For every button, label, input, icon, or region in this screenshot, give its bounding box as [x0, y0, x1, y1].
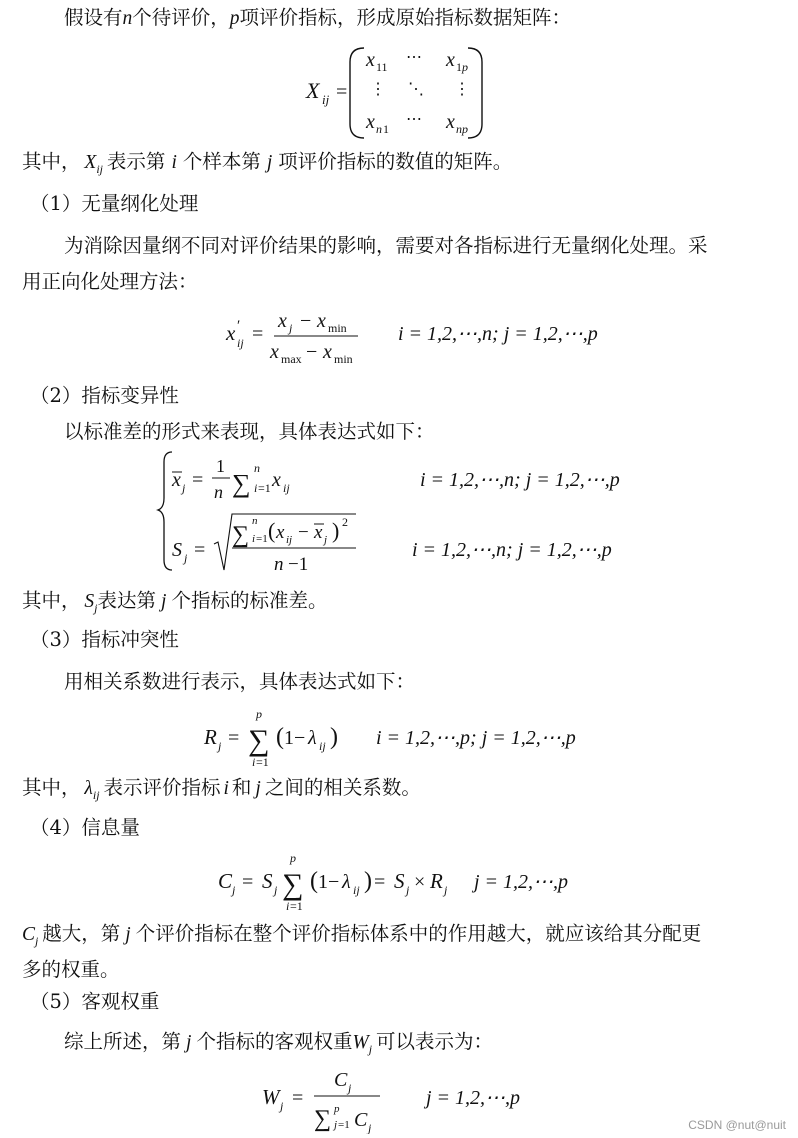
svg-text:1: 1 — [216, 456, 225, 476]
svg-text:j: j — [182, 481, 186, 495]
svg-text:∑: ∑ — [232, 522, 250, 548]
svg-text:j: j — [289, 321, 293, 335]
section-1-para-1: 为消除因量纲不同对评价结果的影响，需要对各指标进行无量纲化处理。采 — [64, 234, 708, 257]
svg-text:(: ( — [310, 868, 318, 894]
svg-text:): ) — [330, 724, 338, 750]
sym-cj: $C_j$ — [22, 924, 39, 948]
svg-text:min: min — [328, 321, 347, 335]
section-1-title: （1）无量纲化处理 — [30, 192, 199, 215]
svg-text:X: X — [306, 78, 320, 103]
svg-text:j: j — [368, 1121, 372, 1134]
svg-text:′: ′ — [237, 318, 241, 334]
svg-text:x: x — [272, 469, 281, 491]
svg-text:R: R — [430, 869, 443, 893]
svg-text:⋱: ⋱ — [408, 81, 424, 98]
svg-text:=: = — [194, 539, 206, 561]
svg-text:ij: ij — [286, 534, 293, 546]
svg-text:C: C — [354, 1109, 368, 1131]
svg-text:j: j — [232, 883, 236, 897]
weight-condition: j = 1,2,⋯,p — [426, 1087, 521, 1109]
section-3-title: （3）指标冲突性 — [30, 628, 179, 651]
sym-xij: $X_{ij}$ — [80, 152, 104, 176]
svg-text:∑: ∑ — [282, 868, 304, 901]
svg-text:i: i — [252, 755, 256, 769]
section-4-para-2: 多的权重。 — [22, 958, 120, 981]
var-j-5: j — [186, 1032, 192, 1053]
svg-text:n: n — [274, 554, 284, 575]
normalization-condition: i = 1,2,⋯,n; j = 1,2,⋯,p — [398, 323, 598, 345]
matrix-equation — [296, 40, 496, 144]
svg-text:x: x — [314, 522, 323, 543]
svg-text:x: x — [446, 49, 455, 71]
section-3-para-1: 用相关系数进行表示，具体表达式如下： — [64, 670, 416, 693]
section-5-para-1 — [64, 1028, 493, 1063]
svg-text:⋮: ⋮ — [370, 81, 386, 98]
var-j-2: j — [161, 591, 167, 612]
sym-lambda-ij: $\lambda_{ij}$ — [80, 778, 100, 802]
svg-text:=: = — [228, 727, 240, 749]
where-l-text-2: 表示评价指标 — [103, 776, 221, 799]
svg-text:j: j — [184, 551, 188, 565]
svg-text:x: x — [317, 310, 326, 332]
svg-text:max: max — [281, 352, 302, 366]
svg-text:⋮: ⋮ — [454, 81, 470, 98]
svg-text:ij: ij — [322, 92, 330, 107]
watermark: CSDN @nut@nuit — [688, 1118, 786, 1132]
svg-text:min: min — [334, 352, 353, 366]
where-lambda-line — [22, 774, 421, 809]
svg-text:n: n — [252, 515, 258, 527]
svg-text:x: x — [323, 341, 332, 363]
section-4-para-1 — [22, 920, 701, 955]
svg-text:11: 11 — [376, 60, 388, 74]
svg-text:R: R — [204, 725, 217, 749]
svg-text:x: x — [278, 310, 287, 332]
intro-text-1: 假设有 — [64, 6, 123, 29]
svg-text:j: j — [280, 1099, 284, 1113]
svg-text:j: j — [348, 1081, 352, 1095]
intro-line — [64, 4, 571, 33]
var-j: j — [266, 152, 273, 173]
conflict-formula — [196, 700, 616, 772]
where-s-text-3: 个指标的标准差。 — [171, 589, 328, 612]
where-x-text-4: 项评价指标的数值的矩阵。 — [278, 150, 513, 173]
svg-text:i: i — [286, 899, 290, 913]
svg-text:∑: ∑ — [314, 1106, 332, 1132]
svg-text:j: j — [334, 1119, 338, 1131]
intro-text-2: 个待评价， — [132, 6, 230, 29]
svg-text:=1: =1 — [256, 755, 269, 769]
where-l-text-3: 和 — [231, 776, 252, 799]
svg-text:ij: ij — [319, 739, 326, 753]
svg-text:S: S — [394, 869, 405, 893]
s4-text-1: 越大，第 — [42, 922, 121, 945]
svg-text:j: j — [324, 534, 328, 546]
svg-text:=: = — [336, 81, 348, 103]
svg-text:(: ( — [268, 518, 276, 543]
svg-text:p: p — [462, 60, 468, 74]
where-x-text-3: 个样本第 — [182, 150, 261, 173]
var-n: n — [122, 8, 133, 29]
svg-text:x: x — [446, 111, 455, 133]
svg-text:j: j — [444, 883, 448, 897]
mean-condition: i = 1,2,⋯,n; j = 1,2,⋯,p — [420, 469, 620, 491]
svg-text:x: x — [172, 469, 181, 491]
svg-text:x: x — [226, 321, 236, 345]
svg-text:=: = — [192, 469, 204, 491]
svg-text:p: p — [334, 1103, 340, 1115]
information-formula — [212, 848, 612, 918]
svg-text:ij: ij — [283, 481, 290, 495]
svg-text:ij: ij — [237, 336, 244, 350]
s5-text-1: 综上所述，第 — [64, 1030, 182, 1053]
var-i: i — [171, 152, 177, 173]
svg-text:λ: λ — [342, 871, 351, 893]
svg-text:i: i — [252, 533, 256, 545]
svg-text:⋯: ⋯ — [406, 49, 422, 66]
svg-text:i: i — [254, 481, 258, 495]
s4-text-2: 个评价指标在整个评价指标体系中的作用越大，就应该给其分配更 — [135, 922, 702, 945]
std-formula-system — [156, 448, 636, 578]
sym-sj: $S_j$ — [80, 591, 98, 615]
where-s-line — [22, 587, 327, 622]
conflict-condition: i = 1,2,⋯,p; j = 1,2,⋯,p — [376, 727, 576, 749]
svg-text:(: ( — [276, 724, 284, 750]
s5-text-2: 个指标的客观权重 — [196, 1030, 353, 1053]
svg-text:1: 1 — [456, 60, 462, 74]
svg-text:p: p — [290, 851, 296, 865]
svg-text:p: p — [256, 707, 262, 721]
svg-text:2: 2 — [342, 515, 348, 529]
svg-text:∑: ∑ — [232, 469, 251, 498]
information-condition: j = 1,2,⋯,p — [474, 871, 569, 893]
svg-text:=: = — [292, 1087, 304, 1109]
where-x-text-2: 表示第 — [106, 150, 166, 173]
var-p: p — [229, 8, 240, 29]
svg-text:n: n — [214, 482, 223, 502]
svg-text:=1: =1 — [338, 1119, 350, 1131]
svg-text:∑: ∑ — [248, 724, 270, 757]
svg-text:λ: λ — [308, 727, 317, 749]
svg-text:C: C — [334, 1069, 348, 1091]
svg-text:np: np — [456, 122, 468, 136]
svg-text:S: S — [172, 539, 182, 561]
svg-text:=1: =1 — [258, 481, 271, 495]
svg-text:×: × — [414, 871, 426, 893]
section-2-title: （2）指标变异性 — [30, 384, 179, 407]
svg-text:x: x — [366, 111, 375, 133]
svg-text:−1: −1 — [288, 554, 309, 575]
normalization-formula — [220, 300, 640, 370]
where-s-text-1: 其中， — [22, 589, 81, 612]
where-x-text-1: 其中， — [22, 150, 81, 173]
svg-text:−: − — [298, 522, 309, 543]
sym-wj: $W_j$ — [352, 1032, 373, 1056]
svg-text:x: x — [270, 341, 279, 363]
weight-formula — [256, 1062, 556, 1134]
var-j-4: j — [125, 924, 131, 945]
svg-text:x: x — [276, 522, 285, 543]
svg-text:): ) — [332, 518, 340, 543]
svg-text:C: C — [218, 869, 233, 893]
intro-text-3: 项评价指标，形成原始指标数据矩阵： — [239, 6, 572, 29]
svg-text:j: j — [406, 883, 410, 897]
std-condition: i = 1,2,⋯,n; j = 1,2,⋯,p — [412, 539, 612, 561]
s5-text-3: 可以表示为： — [375, 1030, 493, 1053]
svg-text:x: x — [366, 49, 375, 71]
var-i-2: i — [223, 778, 229, 799]
svg-text:=: = — [374, 871, 386, 893]
where-l-text-4: 之间的相关系数。 — [264, 776, 421, 799]
svg-text:j: j — [274, 883, 278, 897]
svg-text:): ) — [364, 868, 372, 894]
svg-text:n: n — [376, 122, 382, 136]
svg-text:1−: 1− — [318, 871, 340, 893]
section-4-title: （4）信息量 — [30, 816, 140, 839]
where-s-text-2: 表达第 — [97, 589, 157, 612]
svg-text:1−: 1− — [284, 727, 306, 749]
svg-text:=1: =1 — [290, 899, 303, 913]
where-x-line — [22, 148, 512, 183]
svg-text:S: S — [262, 869, 273, 893]
svg-text:n: n — [254, 461, 260, 475]
svg-text:−: − — [300, 310, 312, 332]
svg-text:W: W — [262, 1085, 280, 1109]
section-5-title: （5）客观权重 — [30, 990, 160, 1013]
svg-text:j: j — [218, 739, 222, 753]
section-2-para-1: 以标准差的形式来表现，具体表达式如下： — [64, 420, 435, 443]
var-j-3: j — [255, 778, 261, 799]
svg-text:⋯: ⋯ — [406, 111, 422, 128]
svg-text:1: 1 — [383, 122, 389, 136]
where-l-text-1: 其中， — [22, 776, 81, 799]
svg-text:=1: =1 — [256, 533, 268, 545]
svg-text:−: − — [306, 341, 318, 363]
svg-text:=: = — [252, 323, 264, 345]
svg-text:ij: ij — [353, 883, 360, 897]
svg-text:=: = — [242, 871, 254, 893]
section-1-para-2: 用正向化处理方法： — [22, 270, 198, 293]
